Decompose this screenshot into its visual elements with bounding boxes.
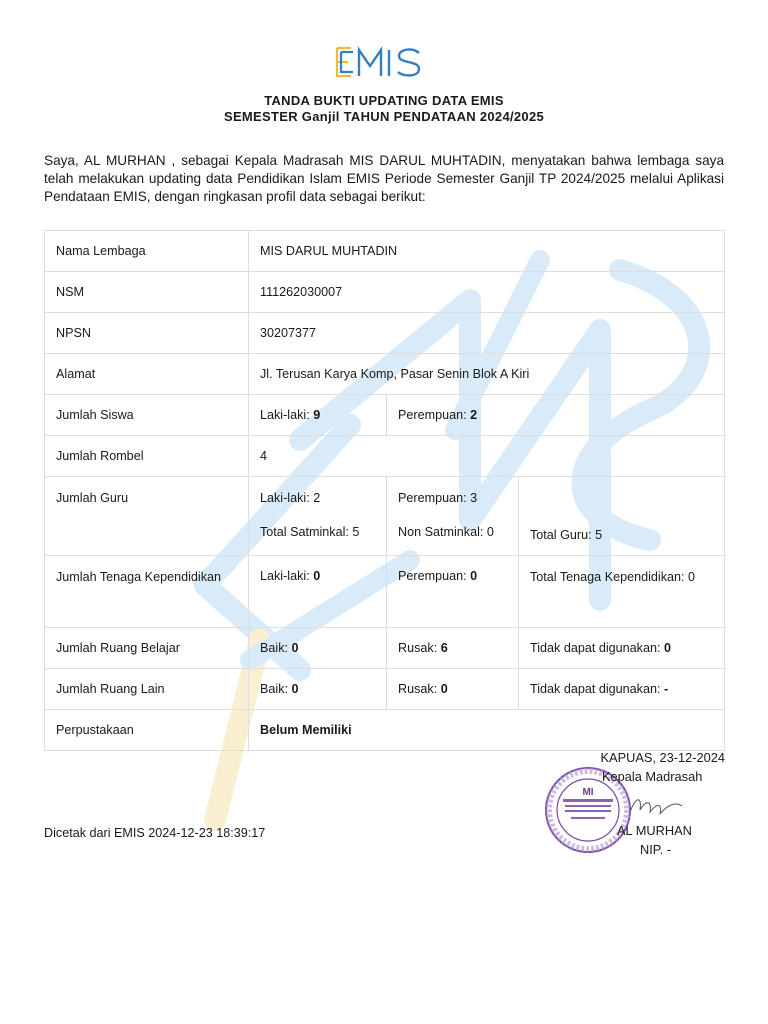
ruang-belajar-tidak: Tidak dapat digunakan: 0 — [519, 628, 725, 669]
row-value: 4 — [249, 436, 725, 477]
emis-logo — [335, 44, 433, 80]
row-label: Jumlah Ruang Belajar — [45, 628, 249, 669]
table-row — [45, 231, 725, 272]
table-row — [45, 395, 725, 436]
sign-name: AL MURHAN — [617, 823, 692, 838]
guru-laki: Laki-laki: 2 Total Satminkal: 5 — [249, 477, 387, 556]
guru-total: Total Guru: 5 — [519, 477, 725, 556]
table-row — [45, 710, 725, 751]
title-line-1: TANDA BUKTI UPDATING DATA EMIS — [264, 93, 504, 108]
table-row — [45, 272, 725, 313]
table-row — [45, 354, 725, 395]
siswa-perempuan: Perempuan: 2 — [387, 395, 725, 436]
document-title — [0, 93, 768, 125]
siswa-laki: Laki-laki: 9 — [249, 395, 387, 436]
row-value: 30207377 — [249, 313, 725, 354]
row-value: Jl. Terusan Karya Komp, Pasar Senin Blok A Kiri — [249, 354, 725, 395]
table-row — [45, 436, 725, 477]
title-line-2: SEMESTER Ganjil TAHUN PENDATAAN 2024/2025 — [223, 109, 545, 124]
printed-timestamp: Dicetak dari EMIS 2024-12-23 18:39:17 — [44, 826, 266, 840]
ruang-lain-baik: Baik: 0 — [249, 669, 387, 710]
table-row — [45, 669, 725, 710]
row-label: Nama Lembaga — [45, 231, 249, 272]
tenaga-laki: Laki-laki: 0 — [249, 556, 387, 628]
row-value: MIS DARUL MUHTADIN — [249, 231, 725, 272]
row-label: Jumlah Tenaga Kependidikan — [45, 556, 249, 628]
signature-scribble — [626, 790, 686, 820]
row-label: NPSN — [45, 313, 249, 354]
ruang-lain-rusak: Rusak: 0 — [387, 669, 519, 710]
row-label: Jumlah Ruang Lain — [45, 669, 249, 710]
stamp-text: MI — [582, 787, 594, 798]
intro-paragraph: Saya, AL MURHAN , sebagai Kepala Madrasah MIS DARUL MUHTADIN, menyatakan bahwa lembaga saya telah melakukan updating data Pendidikan Islam EMIS Periode Semester Ganjil TP 2024/2025 melalui Aplikasi Pendataan EMIS, dengan ringkasan profil data sebagai berikut: — [44, 153, 724, 204]
tenaga-total: Total Tenaga Kependidikan: 0 — [519, 556, 725, 628]
row-value: Belum Memiliki — [249, 710, 725, 751]
row-value: 111262030007 — [249, 272, 725, 313]
table-row — [45, 556, 725, 628]
row-label: Alamat — [45, 354, 249, 395]
ruang-belajar-baik: Baik: 0 — [249, 628, 387, 669]
tenaga-perempuan: Perempuan: 0 — [387, 556, 519, 628]
row-label: Perpustakaan — [45, 710, 249, 751]
ruang-belajar-rusak: Rusak: 6 — [387, 628, 519, 669]
row-label: Jumlah Siswa — [45, 395, 249, 436]
table-row — [45, 628, 725, 669]
sign-place-date: KAPUAS, 23-12-2024 — [600, 750, 725, 765]
ruang-lain-tidak: Tidak dapat digunakan: - — [519, 669, 725, 710]
table-row — [45, 313, 725, 354]
guru-perempuan: Perempuan: 3 Non Satminkal: 0 — [387, 477, 519, 556]
sign-nip: NIP. - — [640, 842, 672, 857]
row-label: Jumlah Guru — [45, 477, 249, 556]
row-label: Jumlah Rombel — [45, 436, 249, 477]
sign-position: Kepala Madrasah — [602, 769, 703, 784]
row-label: NSM — [45, 272, 249, 313]
table-row — [45, 477, 725, 556]
profile-table — [44, 230, 725, 751]
